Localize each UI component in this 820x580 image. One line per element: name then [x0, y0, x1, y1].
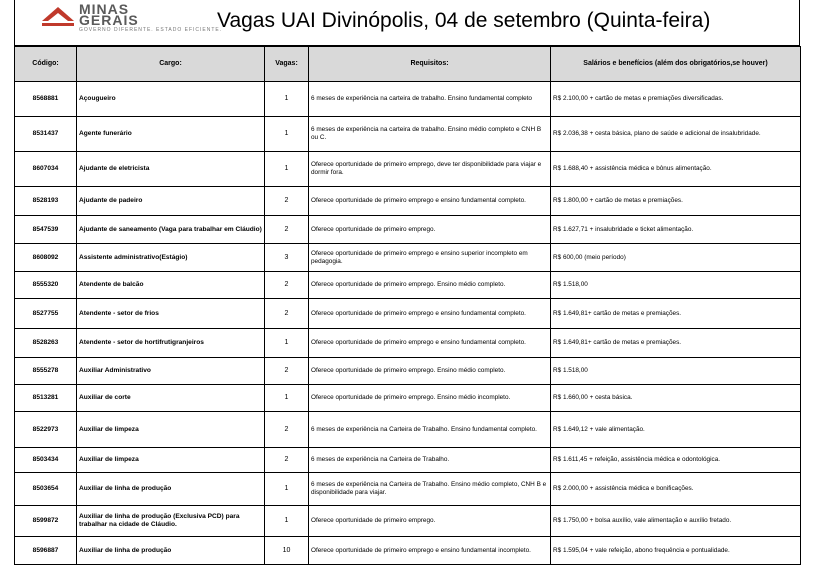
cell-code: 8568881: [15, 82, 77, 117]
cell-vagas: 2: [265, 272, 309, 299]
cell-code: 8547539: [15, 216, 77, 244]
table-row: [15, 506, 801, 537]
state-logo-icon: [41, 6, 75, 30]
cell-vagas: 2: [265, 299, 309, 329]
cell-cargo: Atendente - setor de hortifrutigranjeiros: [77, 329, 265, 358]
table-row: [15, 448, 801, 473]
cell-requisitos: Oferece oportunidade de primeiro emprego e ensino fundamental completo.: [309, 329, 551, 358]
cell-salario: R$ 1.518,00: [551, 358, 801, 385]
cell-cargo: Açougueiro: [77, 82, 265, 117]
cell-salario: R$ 1.595,04 + vale refeição, abono frequência e pontualidade.: [551, 537, 801, 565]
column-header-salarios: Salários e benefícios (além dos obrigatórios,se houver): [551, 47, 801, 82]
cell-salario: R$ 2.036,38 + cesta básica, plano de saúde e adicional de insalubridade.: [551, 117, 801, 152]
cell-salario: R$ 1.750,00 + bolsa auxílio, vale alimentação e auxílio fretado.: [551, 506, 801, 537]
cell-salario: R$ 1.660,00 + cesta básica.: [551, 385, 801, 412]
cell-vagas: 2: [265, 216, 309, 244]
cell-vagas: 2: [265, 412, 309, 448]
cell-cargo: Ajudante de padeiro: [77, 187, 265, 216]
cell-salario: R$ 1.649,81+ cartão de metas e premiações.: [551, 299, 801, 329]
cell-code: 8513281: [15, 385, 77, 412]
cell-cargo: Auxiliar de linha de produção: [77, 537, 265, 565]
cell-requisitos: Oferece oportunidade de primeiro emprego e ensino superior incompleto em pedagogia.: [309, 244, 551, 272]
column-header-requisitos: Requisitos:: [309, 47, 551, 82]
cell-vagas: 1: [265, 152, 309, 187]
cell-vagas: 1: [265, 473, 309, 506]
cell-cargo: Agente funerário: [77, 117, 265, 152]
column-header-cargo: Cargo:: [77, 47, 265, 82]
table-row: [15, 216, 801, 244]
cell-cargo: Auxiliar Administrativo: [77, 358, 265, 385]
cell-salario: R$ 1.627,71 + insalubridade e ticket alimentação.: [551, 216, 801, 244]
cell-code: 8555320: [15, 272, 77, 299]
cell-cargo: Atendente - setor de frios: [77, 299, 265, 329]
table-row: [15, 329, 801, 358]
cell-requisitos: Oferece oportunidade de primeiro emprego. Ensino médio completo.: [309, 272, 551, 299]
cell-requisitos: Oferece oportunidade de primeiro emprego.: [309, 506, 551, 537]
cell-vagas: 2: [265, 187, 309, 216]
cell-code: 8527755: [15, 299, 77, 329]
cell-code: 8522973: [15, 412, 77, 448]
cell-salario: R$ 1.611,45 + refeição, assistência médica e odontológica.: [551, 448, 801, 473]
cell-salario: R$ 600,00 (meio período): [551, 244, 801, 272]
cell-code: 8555278: [15, 358, 77, 385]
cell-vagas: 1: [265, 506, 309, 537]
table-row: [15, 272, 801, 299]
cell-cargo: Auxiliar de limpeza: [77, 412, 265, 448]
cell-cargo: Ajudante de eletricista: [77, 152, 265, 187]
cell-vagas: 1: [265, 329, 309, 358]
cell-requisitos: 6 meses de experiência na carteira de trabalho. Ensino médio completo e CNH B ou C.: [309, 117, 551, 152]
table-row: [15, 358, 801, 385]
cell-cargo: Ajudante de saneamento (Vaga para trabalhar em Cláudio): [77, 216, 265, 244]
cell-requisitos: 6 meses de experiência na Carteira de Trabalho.: [309, 448, 551, 473]
logo-name: MINAS GERAIS: [79, 1, 139, 28]
cell-vagas: 3: [265, 244, 309, 272]
document-page: [14, 0, 800, 580]
table-header-row: [15, 47, 801, 82]
cell-cargo: Auxiliar de corte: [77, 385, 265, 412]
cell-vagas: 1: [265, 117, 309, 152]
table-row: [15, 82, 801, 117]
cell-code: 8528263: [15, 329, 77, 358]
cell-requisitos: Oferece oportunidade de primeiro emprego.: [309, 216, 551, 244]
table-row: [15, 385, 801, 412]
cell-code: 8608092: [15, 244, 77, 272]
cell-salario: R$ 2.100,00 + cartão de metas e premiações diversificadas.: [551, 82, 801, 117]
cell-requisitos: 6 meses de experiência na Carteira de Trabalho. Ensino médio completo, CNH B e disponibilidade para viajar.: [309, 473, 551, 506]
table-row: [15, 152, 801, 187]
cell-vagas: 1: [265, 82, 309, 117]
cell-cargo: Atendente de balcão: [77, 272, 265, 299]
cell-requisitos: Oferece oportunidade de primeiro emprego. Ensino médio incompleto.: [309, 385, 551, 412]
cell-salario: R$ 1.649,81+ cartão de metas e premiações.: [551, 329, 801, 358]
cell-requisitos: Oferece oportunidade de primeiro emprego e ensino fundamental completo.: [309, 299, 551, 329]
cell-salario: R$ 1.688,40 + assistência médica e bônus alimentação.: [551, 152, 801, 187]
logo-tagline: GOVERNO DIFERENTE. ESTADO EFICIENTE.: [79, 27, 223, 33]
cell-salario: R$ 1.800,00 + cartão de metas e premiações.: [551, 187, 801, 216]
cell-cargo: Auxiliar de limpeza: [77, 448, 265, 473]
cell-requisitos: Oferece oportunidade de primeiro emprego, deve ter disponibilidade para viajar e dormir fora.: [309, 152, 551, 187]
cell-code: 8503434: [15, 448, 77, 473]
cell-requisitos: 6 meses de experiência na Carteira de Trabalho. Ensino fundamental completo.: [309, 412, 551, 448]
minas-gerais-logo: [41, 1, 223, 40]
cell-salario: R$ 1.518,00: [551, 272, 801, 299]
column-header-vagas: Vagas:: [265, 47, 309, 82]
cell-vagas: 2: [265, 358, 309, 385]
column-header-code: Código:: [15, 47, 77, 82]
table-row: [15, 187, 801, 216]
cell-cargo: Auxiliar de linha de produção: [77, 473, 265, 506]
cell-requisitos: 6 meses de experiência na carteira de trabalho. Ensino fundamental completo: [309, 82, 551, 117]
cell-code: 8596887: [15, 537, 77, 565]
cell-code: 8607034: [15, 152, 77, 187]
jobs-table: [14, 46, 801, 565]
table-row: [15, 299, 801, 329]
cell-code: 8531437: [15, 117, 77, 152]
page-title: Vagas UAI Divinópolis, 04 de setembro (Quinta-feira): [217, 9, 711, 32]
cell-code: 8503654: [15, 473, 77, 506]
cell-vagas: 10: [265, 537, 309, 565]
cell-requisitos: Oferece oportunidade de primeiro emprego e ensino fundamental incompleto.: [309, 537, 551, 565]
table-row: [15, 473, 801, 506]
cell-vagas: 2: [265, 448, 309, 473]
table-row: [15, 412, 801, 448]
cell-salario: R$ 1.649,12 + vale alimentação.: [551, 412, 801, 448]
cell-vagas: 1: [265, 385, 309, 412]
cell-requisitos: Oferece oportunidade de primeiro emprego. Ensino médio completo.: [309, 358, 551, 385]
table-row: [15, 537, 801, 565]
document-header: [14, 0, 800, 46]
cell-requisitos: Oferece oportunidade de primeiro emprego e ensino fundamental completo.: [309, 187, 551, 216]
table-row: [15, 244, 801, 272]
cell-code: 8528193: [15, 187, 77, 216]
cell-cargo: Assistente administrativo(Estágio): [77, 244, 265, 272]
table-row: [15, 117, 801, 152]
cell-code: 8599872: [15, 506, 77, 537]
cell-cargo: Auxiliar de linha de produção (Exclusiva PCD) para trabalhar na cidade de Cláudio.: [77, 506, 265, 537]
cell-salario: R$ 2.000,00 + assistência médica e bonificações.: [551, 473, 801, 506]
